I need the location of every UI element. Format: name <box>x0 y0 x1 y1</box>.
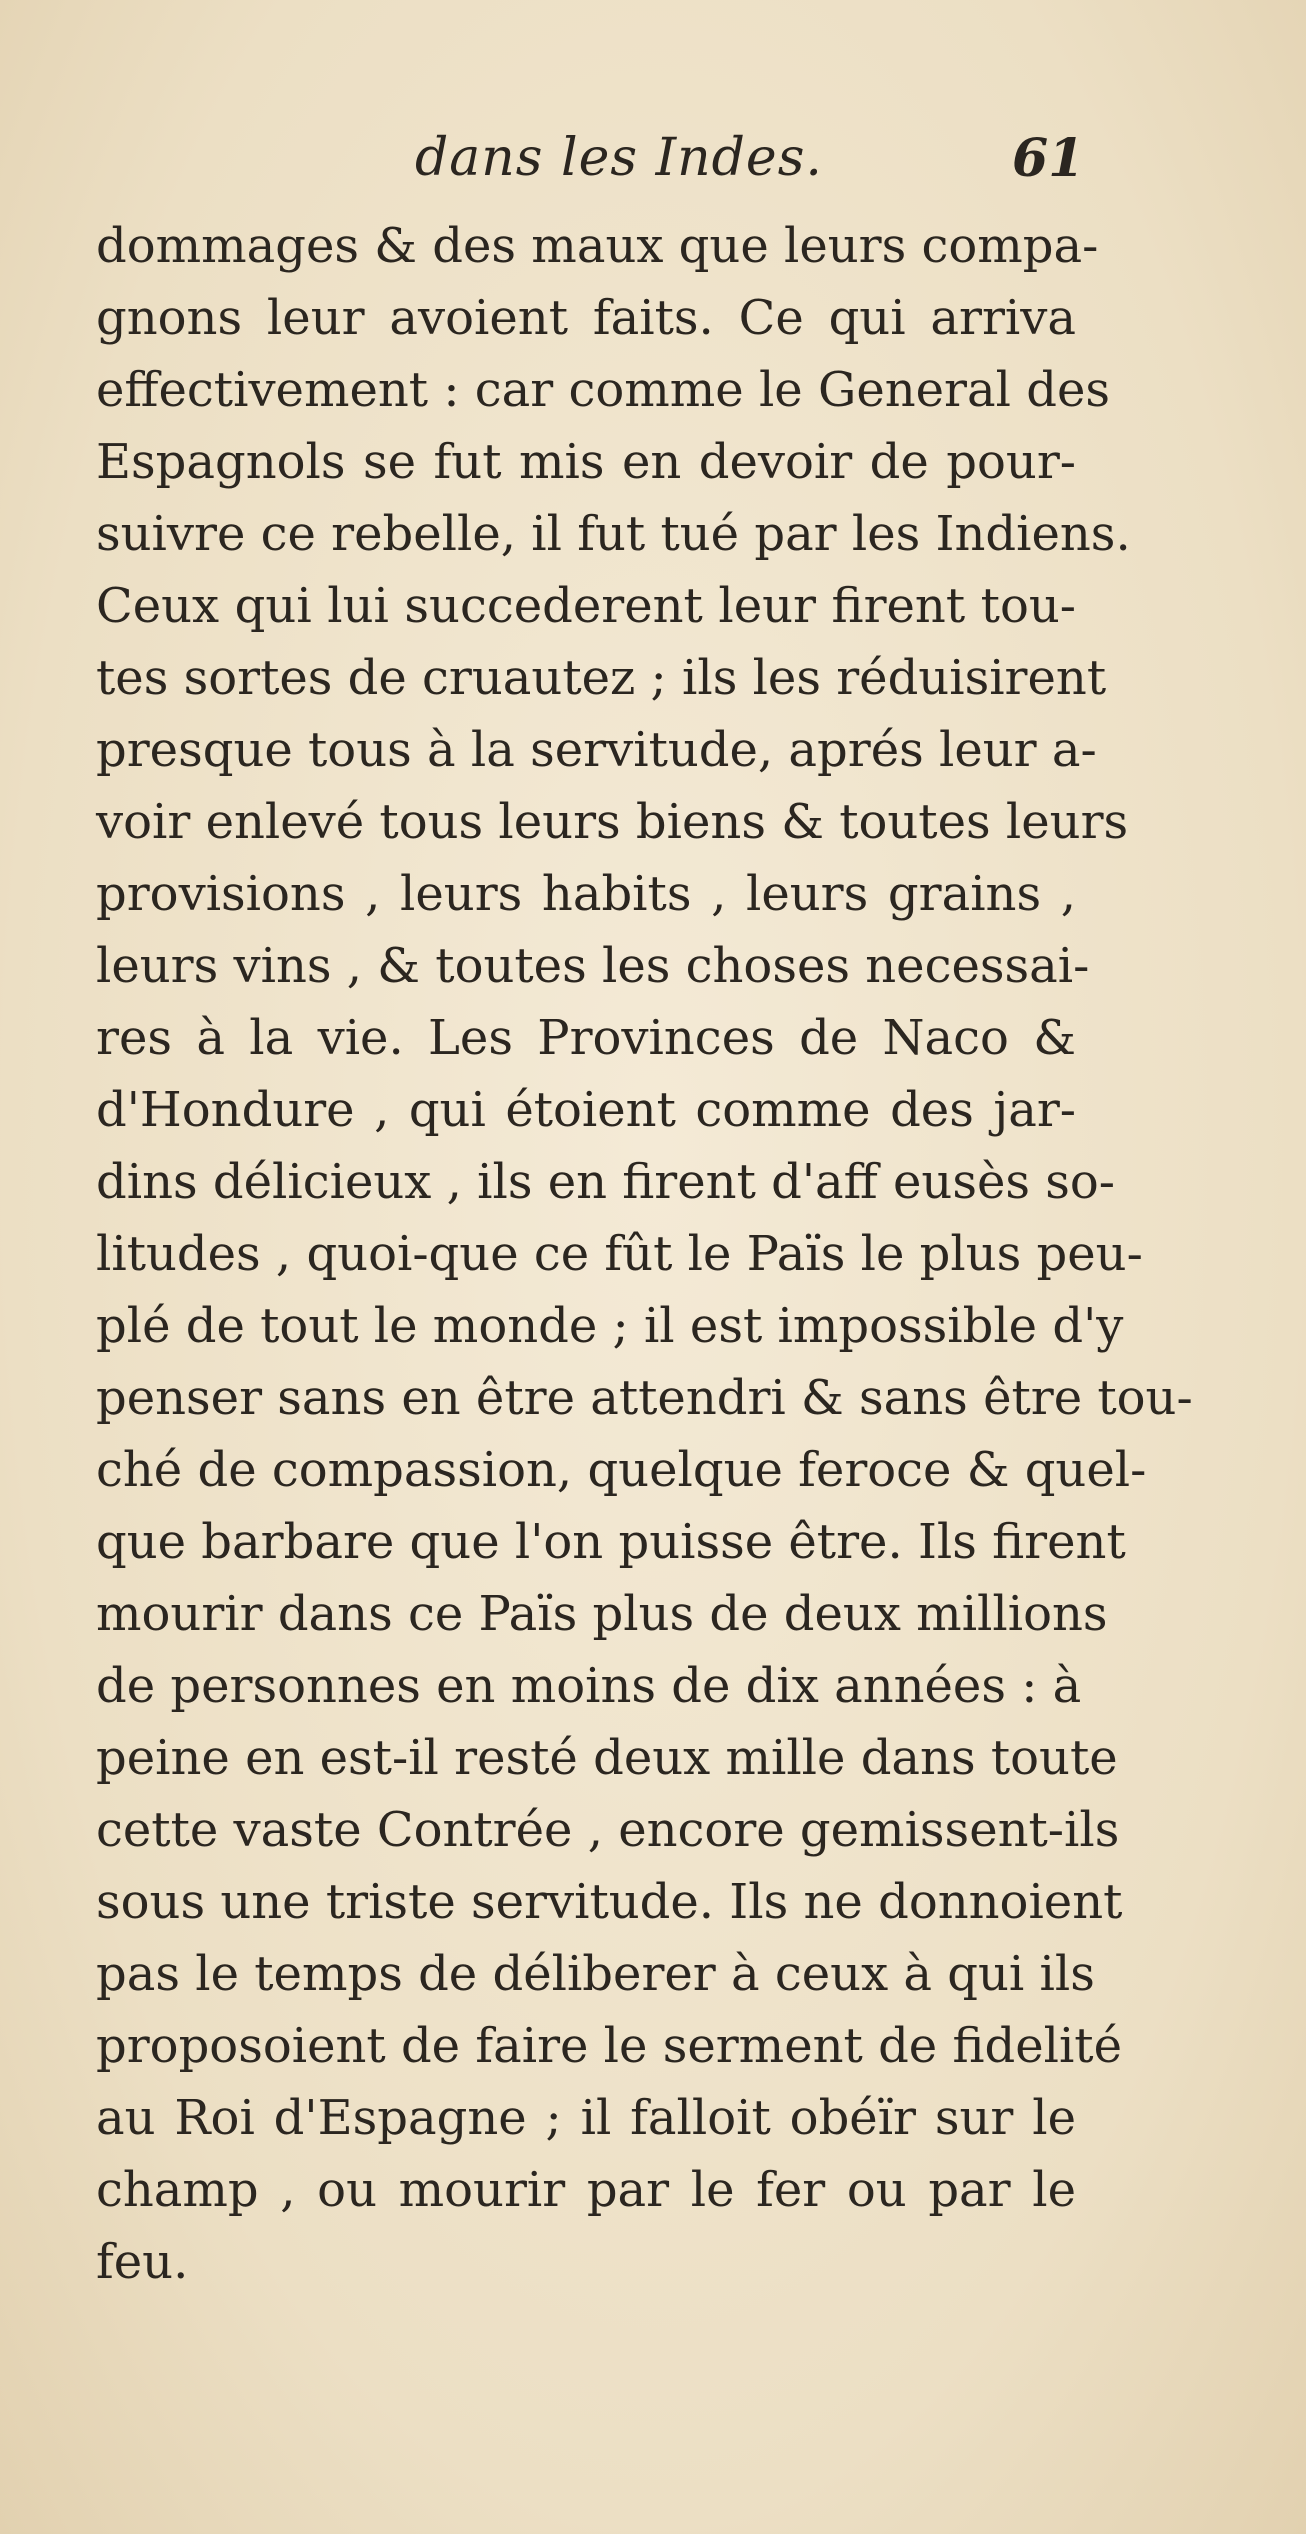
text-line: effectivement : car comme le General des <box>96 362 1110 418</box>
text-line: de personnes en moins de dix années : à <box>96 1658 1082 1714</box>
text-line: champ , ou mourir par le fer ou par le <box>96 2162 1076 2218</box>
text-line: tes sortes de cruautez ; ils les réduisirent <box>96 650 1107 706</box>
text-line: litudes , quoi-que ce fût le Païs le plus peu- <box>96 1226 1143 1282</box>
text-line: au Roi d'Espagne ; il falloit obéïr sur le <box>96 2090 1076 2146</box>
text-line: proposoient de faire le serment de fidelité <box>96 2018 1122 2074</box>
text-line: peine en est-il resté deux mille dans toute <box>96 1730 1118 1786</box>
page-header <box>0 128 1306 208</box>
text-line: presque tous à la servitude, aprés leur a- <box>96 722 1097 778</box>
text-line: Espagnols se fut mis en devoir de pour- <box>96 434 1076 490</box>
page-number: 61 <box>1012 128 1085 189</box>
text-line: gnons leur avoient faits. Ce qui arriva <box>96 290 1076 346</box>
text-line: cette vaste Contrée , encore gemissent-ils <box>96 1802 1120 1858</box>
text-line: pas le temps de déliberer à ceux à qui ils <box>96 1946 1095 2002</box>
text-line: dommages & des maux que leurs compa- <box>96 218 1099 274</box>
text-line: penser sans en être attendri & sans être tou- <box>96 1370 1193 1426</box>
running-title: dans les Indes. <box>415 128 823 188</box>
text-line: res à la vie. Les Provinces de Naco & <box>96 1010 1076 1066</box>
text-line: dins délicieux , ils en firent d'aff eusès so- <box>96 1154 1116 1210</box>
text-line: leurs vins , & toutes les choses necessai- <box>96 938 1090 994</box>
text-line: Ceux qui lui succederent leur firent tou- <box>96 578 1076 634</box>
text-line: ché de compassion, quelque feroce & quel- <box>96 1442 1147 1498</box>
text-line: suivre ce rebelle, il fut tué par les Indiens. <box>96 506 1131 562</box>
text-line: voir enlevé tous leurs biens & toutes leurs <box>96 794 1129 850</box>
text-line: sous une triste servitude. Ils ne donnoient <box>96 1874 1123 1930</box>
body-text <box>96 210 1193 2298</box>
text-line: que barbare que l'on puisse être. Ils firent <box>96 1514 1126 1570</box>
text-line: feu. <box>96 2234 189 2290</box>
text-line: d'Hondure , qui étoient comme des jar- <box>96 1082 1076 1138</box>
text-line: provisions , leurs habits , leurs grains , <box>96 866 1076 922</box>
text-line: mourir dans ce Païs plus de deux millions <box>96 1586 1108 1642</box>
text-line: plé de tout le monde ; il est impossible d'y <box>96 1298 1124 1354</box>
